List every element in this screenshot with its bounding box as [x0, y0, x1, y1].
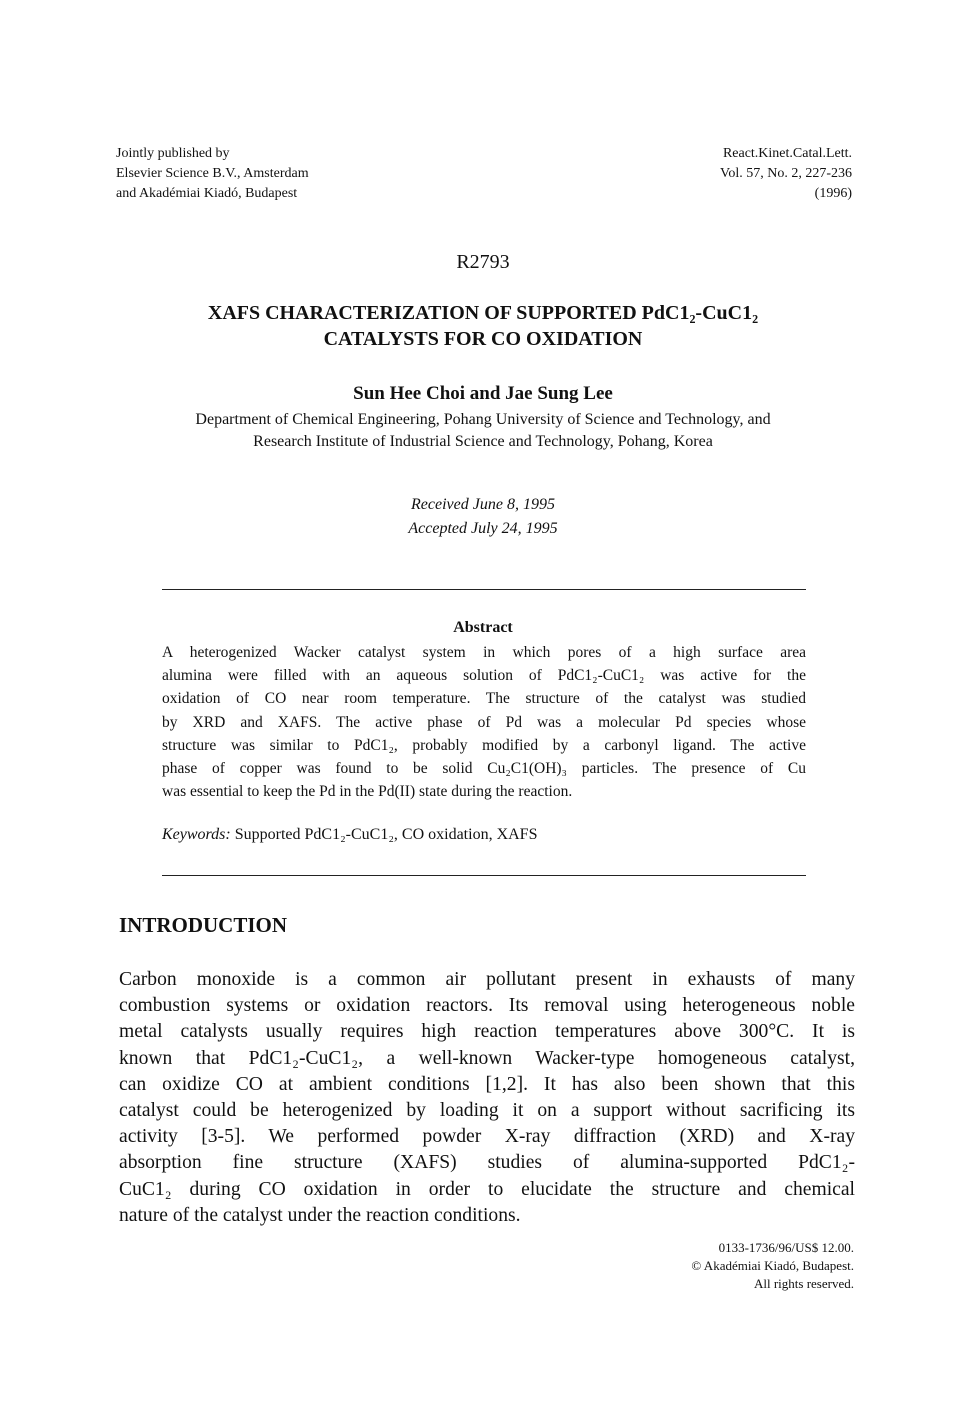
- keywords: [162, 826, 537, 844]
- abstract-line: alumina were filled with an aqueous solution of PdC1₂-CuC1₂ was active for the: [162, 667, 806, 685]
- dates: [0, 493, 966, 541]
- intro-line: CuC1₂ during CO oxidation in order to elucidate the structure and chemical: [119, 1178, 855, 1200]
- publisher-block: [116, 144, 309, 204]
- title-line: XAFS CHARACTERIZATION OF SUPPORTED PdC1₂-CuC1₂: [207, 302, 759, 324]
- title-line: CATALYSTS FOR CO OXIDATION: [323, 328, 643, 350]
- journal-citation-block: [640, 144, 852, 204]
- intro-line: Carbon monoxide is a common air pollutant present in exhausts of many: [119, 969, 855, 990]
- paper-title: [100, 300, 866, 352]
- affiliation-line: Research Institute of Industrial Science and Technology, Pohang, Korea: [253, 433, 713, 450]
- abstract-line: structure was similar to PdC1₂, probably modified by a carbonyl ligand. The active: [162, 736, 806, 754]
- abstract-body: [162, 641, 806, 803]
- reference-code: R2793: [456, 251, 510, 273]
- intro-line: known that PdC1₂-CuC1₂, a well-known Wacker-type homogeneous catalyst,: [119, 1047, 855, 1069]
- keywords-text: Supported PdC1₂-CuC1₂, CO oxidation, XAFS: [234, 826, 538, 843]
- affiliation: [90, 409, 876, 453]
- publisher-line: Jointly published by: [116, 146, 230, 161]
- intro-line: can oxidize CO at ambient conditions [1,2]. It has also been shown that this: [119, 1073, 855, 1095]
- divider-bottom: [162, 875, 806, 876]
- intro-line: combustion systems or oxidation reactors. Its removal using heterogeneous noble: [119, 995, 855, 1017]
- copyright-footer: [600, 1239, 854, 1293]
- divider-top: [162, 589, 806, 590]
- publisher-line: and Akadémiai Kiadó, Budapest: [116, 186, 298, 201]
- abstract-line: A heterogenized Wacker catalyst system in which pores of a high surface area: [162, 644, 806, 661]
- intro-line: activity [3-5]. We performed powder X-ray diffraction (XRD) and X-ray: [119, 1126, 855, 1148]
- accepted-date: Accepted July 24, 1995: [408, 520, 558, 537]
- abstract-line: by XRD and XAFS. The active phase of Pd was a molecular Pd species whose: [162, 713, 806, 731]
- introduction-heading: INTRODUCTION: [119, 913, 288, 937]
- abstract-line: oxidation of CO near room temperature. The structure of the catalyst was studied: [162, 690, 806, 708]
- affiliation-line: Department of Chemical Engineering, Pohang University of Science and Technology, and: [195, 411, 771, 428]
- authors: Sun Hee Choi and Jae Sung Lee: [353, 383, 613, 404]
- abstract-line: was essential to keep the Pd in the Pd(II) state during the reaction.: [162, 783, 573, 801]
- journal-line: React.Kinet.Catal.Lett.: [722, 146, 852, 161]
- received-date: Received June 8, 1995: [411, 496, 555, 513]
- abstract-line: phase of copper was found to be solid Cu₂C1(OH)₃ particles. The presence of Cu: [162, 760, 806, 778]
- intro-line: catalyst could be heterogenized by loading it on a support without sacrificing its: [119, 1100, 855, 1122]
- intro-line: nature of the catalyst under the reaction conditions.: [119, 1204, 521, 1226]
- abstract-heading: Abstract: [453, 619, 513, 636]
- journal-line: (1996): [814, 186, 852, 201]
- journal-line: Vol. 57, No. 2, 227-236: [720, 166, 852, 181]
- footer-line: 0133-1736/96/US$ 12.00.: [718, 1240, 854, 1255]
- keywords-label: Keywords:: [162, 826, 231, 843]
- intro-line: metal catalysts usually requires high reaction temperatures above 300°C. It is: [119, 1021, 855, 1043]
- intro-line: absorption fine structure (XAFS) studies of alumina-supported PdC1₂-: [119, 1152, 855, 1174]
- footer-line: All rights reserved.: [753, 1276, 854, 1291]
- introduction-body: [119, 967, 855, 1229]
- publisher-line: Elsevier Science B.V., Amsterdam: [116, 166, 309, 181]
- footer-line: © Akadémiai Kiadó, Budapest.: [691, 1258, 854, 1273]
